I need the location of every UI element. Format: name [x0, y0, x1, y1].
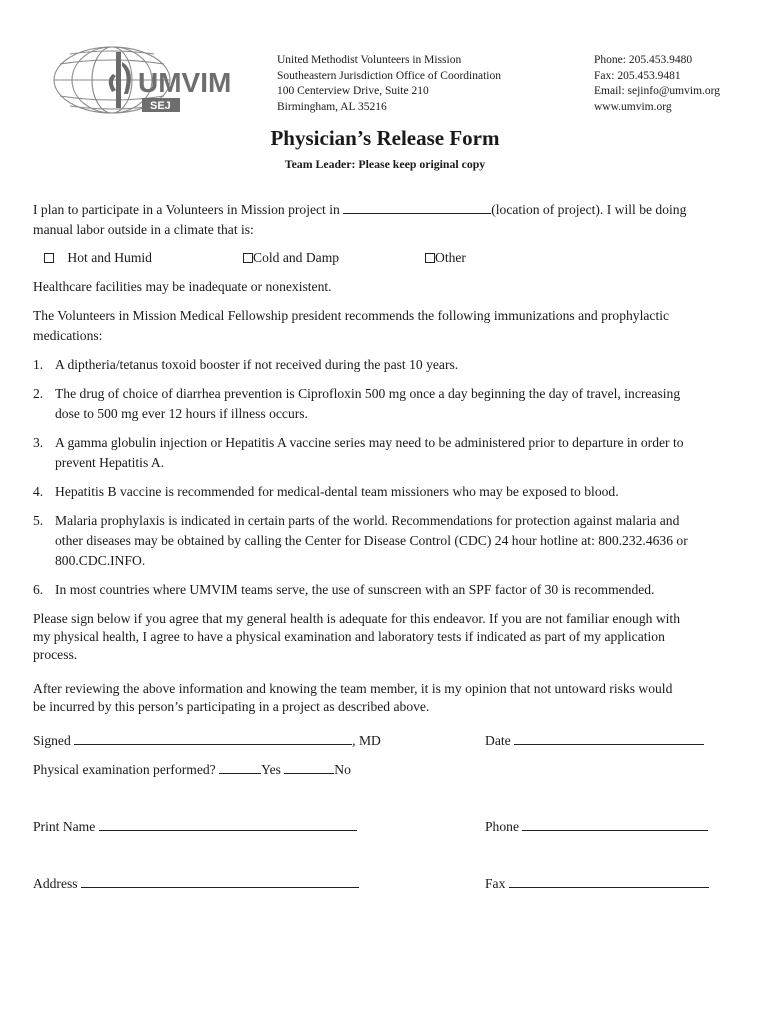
- page-title: Physician’s Release Form: [270, 126, 500, 150]
- project-location-field[interactable]: [343, 201, 491, 214]
- list-line: In most countries where UMVIM teams serve, the use of sunscreen with an SPF factor of 30 is recommended.: [55, 582, 655, 597]
- climate-option-other[interactable]: [425, 248, 466, 268]
- checkbox-hot-humid[interactable]: [44, 253, 54, 263]
- fax-line: Fax: 205.453.9481: [594, 69, 681, 82]
- list-line: The drug of choice of diarrhea prevention is Ciprofloxin 500 mg once a day beginning the day of travel, increasing: [55, 386, 681, 401]
- fax-field[interactable]: [509, 875, 709, 888]
- climate-label: Cold and Damp: [253, 250, 340, 265]
- opinion-line: be incurred by this person’s participating in a project as described above.: [33, 699, 430, 714]
- md-label: , MD: [352, 733, 381, 748]
- intro-paragraph: [33, 200, 743, 240]
- signed-label: Signed: [33, 733, 71, 748]
- recommendation-line: medications:: [33, 328, 103, 343]
- consent-line: Please sign below if you agree that my general health is adequate for this endeavor. If you are not familiar enough with: [33, 611, 681, 626]
- checkbox-cold-damp[interactable]: [243, 253, 253, 263]
- exam-yes-field[interactable]: [219, 761, 261, 774]
- list-item: [33, 580, 743, 600]
- list-item: [33, 482, 743, 502]
- list-line: dose to 500 mg ever 12 hours if illness occurs.: [55, 406, 308, 421]
- physician-opinion-paragraph: [33, 680, 672, 716]
- consent-line: process.: [33, 647, 78, 662]
- org-line: United Methodist Volunteers in Mission: [277, 54, 462, 66]
- print-name-label: Print Name: [33, 819, 96, 834]
- consent-line: my physical health, I agree to have a physical examination and laboratory tests if indicated as part of my application: [33, 629, 665, 644]
- list-number: 1.: [33, 357, 44, 372]
- list-item: [33, 511, 743, 571]
- date-label: Date: [485, 733, 511, 748]
- climate-label: Hot and Humid: [67, 250, 152, 265]
- date-field-row: [485, 732, 704, 749]
- globe-cross-logo-icon: [50, 44, 240, 116]
- address-row: [33, 875, 359, 892]
- phone-label: Phone: [485, 819, 519, 834]
- exam-no-field[interactable]: [284, 761, 334, 774]
- list-item: [33, 433, 743, 473]
- checkbox-other[interactable]: [425, 253, 435, 263]
- signed-field-row: [33, 732, 381, 749]
- phone-field[interactable]: [522, 818, 708, 831]
- email-line[interactable]: Email: sejinfo@umvim.org: [594, 85, 721, 97]
- recommendation-line: The Volunteers in Mission Medical Fellowship president recommends the following immunizations and prophylactic: [33, 308, 670, 323]
- umvim-logo: [50, 44, 240, 116]
- address-label: Address: [33, 876, 78, 891]
- list-line: 800.CDC.INFO.: [55, 553, 146, 568]
- intro-text: manual labor outside in a climate that is:: [33, 222, 254, 237]
- intro-text: (location of project). I will be doing: [491, 202, 687, 217]
- fax-label: Fax: [485, 876, 506, 891]
- consent-paragraph: [33, 610, 680, 664]
- list-line: Hepatitis B vaccine is recommended for medical-dental team missioners who may be exposed to blood.: [55, 484, 619, 499]
- climate-option-cold[interactable]: [243, 248, 339, 268]
- list-number: 4.: [33, 484, 44, 499]
- org-line: Southeastern Jurisdiction Office of Coordination: [277, 69, 501, 82]
- svg-text:SEJ: SEJ: [150, 100, 171, 112]
- signature-field[interactable]: [74, 732, 352, 745]
- recommendation-paragraph: [33, 306, 753, 346]
- address-field[interactable]: [81, 875, 359, 888]
- print-name-field[interactable]: [99, 818, 357, 831]
- yes-label: Yes: [261, 762, 281, 777]
- fax-field-row: [485, 875, 709, 892]
- exam-field-row: [33, 761, 351, 778]
- list-line: prevent Hepatitis A.: [55, 455, 165, 470]
- org-address-block: [277, 53, 501, 115]
- svg-text:UMVIM: UMVIM: [138, 67, 232, 98]
- exam-label: Physical examination performed?: [33, 762, 216, 777]
- phone-field-row: [485, 818, 708, 835]
- list-line: Malaria prophylaxis is indicated in certain parts of the world. Recommendations for protection against malaria and: [55, 513, 680, 528]
- list-line: A gamma globulin injection or Hepatitis A vaccine series may need to be administered prior to departure in order to: [55, 435, 684, 450]
- opinion-line: After reviewing the above information and knowing the team member, it is my opinion that not untoward risks would: [33, 681, 673, 696]
- org-line: 100 Centerview Drive, Suite 210: [277, 85, 429, 97]
- list-line: other diseases may be obtained by calling the Center for Disease Control (CDC) 24 hour hotline at: 800.232.4636 or: [55, 533, 688, 548]
- org-line: Birmingham, AL 35216: [277, 100, 387, 113]
- contact-block: [594, 53, 720, 115]
- climate-label: Other: [435, 250, 466, 265]
- list-item: [33, 355, 743, 375]
- list-line: A diptheria/tetanus toxoid booster if not received during the past 10 years.: [55, 357, 459, 372]
- website-line[interactable]: www.umvim.org: [594, 100, 672, 113]
- intro-text: I plan to participate in a Volunteers in Mission project in: [33, 202, 340, 217]
- climate-option-hot[interactable]: [44, 248, 152, 268]
- no-label: No: [334, 762, 351, 777]
- list-number: 3.: [33, 435, 44, 450]
- print-name-row: [33, 818, 357, 835]
- list-number: 6.: [33, 582, 44, 597]
- date-field[interactable]: [514, 732, 704, 745]
- list-number: 5.: [33, 513, 44, 528]
- list-number: 2.: [33, 386, 44, 401]
- healthcare-note: Healthcare facilities may be inadequate or nonexistent.: [33, 279, 332, 294]
- phone-line: Phone: 205.453.9480: [594, 54, 693, 66]
- page-subtitle: Team Leader: Please keep original copy: [284, 157, 486, 171]
- list-item: [33, 384, 743, 424]
